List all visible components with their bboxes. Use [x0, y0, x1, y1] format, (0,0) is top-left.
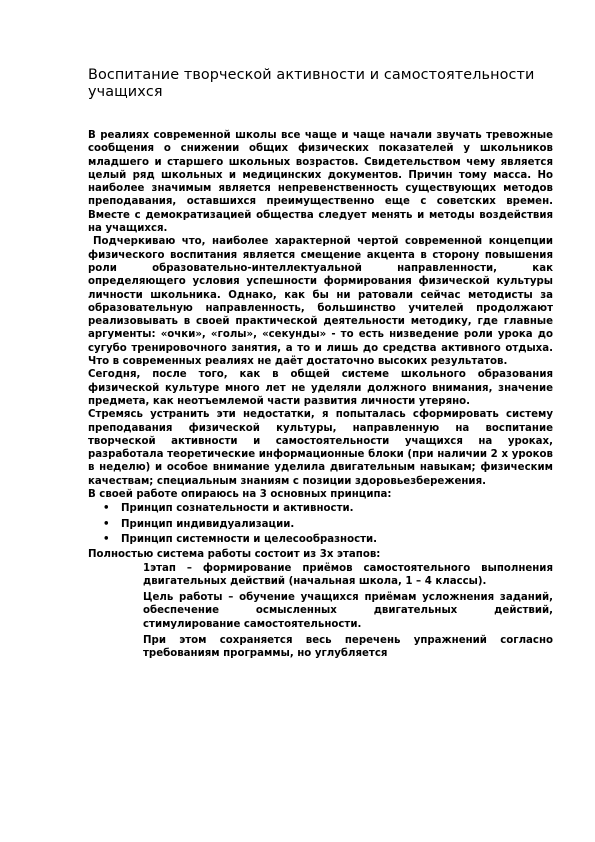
paragraph-principles-intro: В своей работе опираюсь на 3 основных принципа:	[88, 489, 392, 501]
stage-text: Цель работы – обучение учащихся приёмам усложнения заданий, обеспечение осмысленных двигательных действий, стимулирование самостоятельности.	[143, 592, 553, 630]
stage-text: 1этап – формирование приёмов самостоятельного выполнения двигательных действий (начальная школа, 1 – 4 классы).	[143, 562, 553, 587]
paragraph-concept: Подчеркиваю что, наиболее характерной чертой современной концепции физического воспитания является смещение акцента в сторону повышения роли образовательно-интеллектуальной направленности, как определяющего условия успешности формирования физической культуры личности школьника. Однако, как бы ни ратовали сейчас методисты за образовательную направленность, большинство учителей продолжают реализовывать в своей практической деятельности методику, где главные аргументы: «очки», «голы», «секунды» - то есть низведение роли урока до сугубо тренировочного занятия, а то и лишь до средства активного отдыха. Что в современных реалиях не даёт достаточно высоких результатов.	[88, 236, 553, 368]
principles-list	[88, 502, 553, 546]
bullet-icon: •	[103, 503, 110, 515]
document-title: Воспитание творческой активности и самостоятельности учащихся	[88, 67, 535, 100]
bullet-icon: •	[103, 518, 110, 530]
stages-block	[88, 562, 553, 661]
paragraph-intro: В реалиях современной школы все чаще и чаще начали звучать тревожные сообщения о снижении общих физических показателей у школьников младшего и старшего школьных возрастов. Свидетельством чему является целый ряд школьных и медицинских документов. Причин тому масса. Но наиболее значимым является непревенственность существующих методов преподавания, оставшихся преимущественно еще с советских времен. Вместе с демократизацией общества следует менять и методы воздействия на учащихся.	[88, 130, 553, 235]
principle-text: Принцип индивидуализации.	[121, 518, 295, 530]
list-item	[103, 502, 553, 515]
paragraph-system-intro: Полностью система работы состоит из 3х этапов:	[88, 549, 381, 561]
list-item	[103, 518, 553, 531]
stage-text: При этом сохраняется весь перечень упражнений согласно требованиям программы, но углубляется	[143, 634, 553, 660]
principle-text: Принцип сознательности и активности.	[121, 503, 354, 515]
list-item	[103, 533, 553, 546]
paragraph-today: Сегодня, после того, как в общей системе школьного образования физической культуре много лет не уделяли должного внимания, значение предмета, как неотъемлемой части развития личности утеряно.	[88, 369, 553, 407]
bullet-icon: •	[103, 533, 110, 545]
principle-text: Принцип системности и целесообразности.	[121, 533, 378, 545]
paragraph-system: Стремясь устранить эти недостатки, я попыталась сформировать систему преподавания физической культуры, направленную на воспитание творческой активности и самостоятельности учащихся на уроках, разработала теоретические информационные блоки (при наличии 2 х уроков в неделю) и особое внимание уделила двигательным навыкам; физическим качествам; специальным знаниям с позиции здоровьезбережения.	[88, 409, 553, 487]
document-body	[88, 129, 553, 664]
